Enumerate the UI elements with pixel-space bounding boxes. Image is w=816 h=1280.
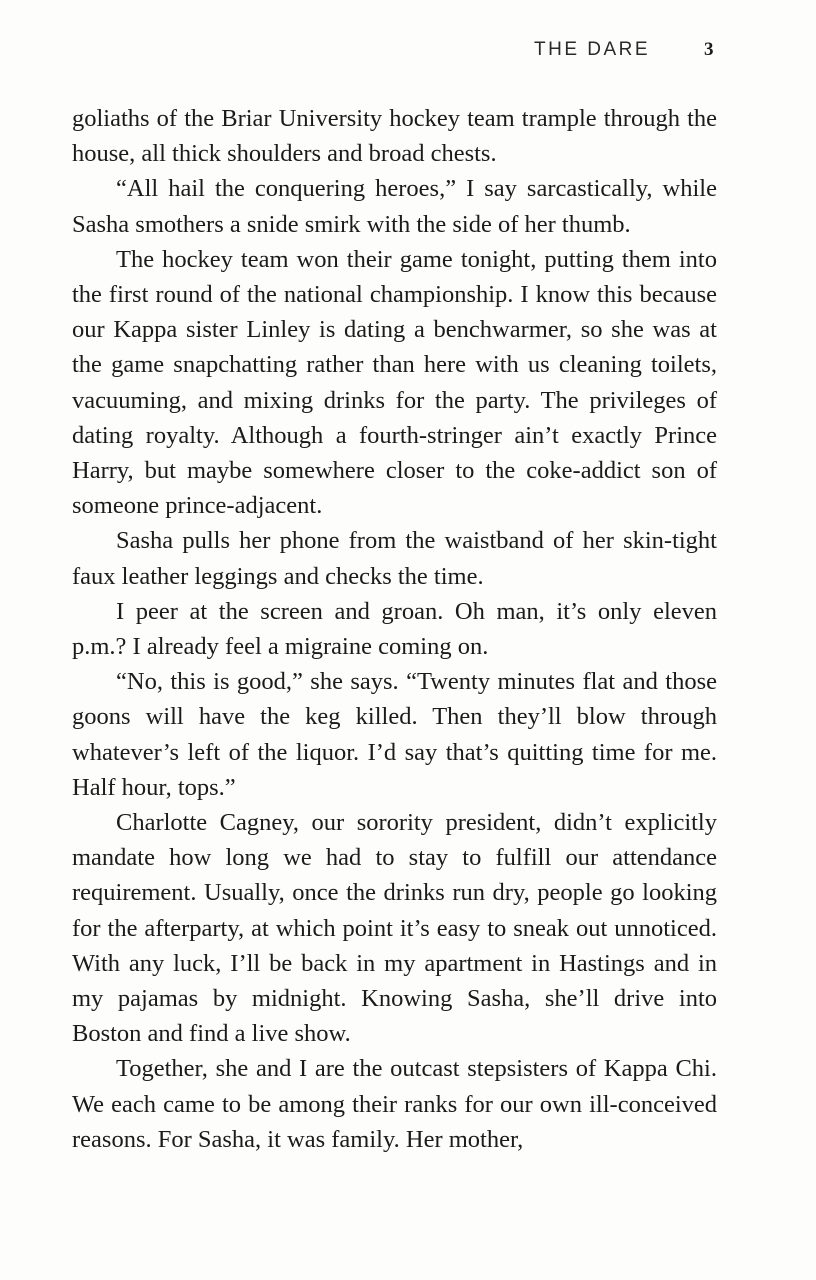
body-text <box>72 101 717 1157</box>
page-header <box>0 36 816 66</box>
paragraph-8: Together, she and I are the outcast stepsisters of Kappa Chi. We each came to be among their ranks for our own ill-conceived reasons. For Sasha, it was family. Her mother, <box>72 1055 717 1153</box>
paragraph-4: Sasha pulls her phone from the waistband of her skin-tight faux leather leggings and checks the time. <box>72 527 717 590</box>
paragraph-1: goliaths of the Briar University hockey team trample through the house, all thick shoulders and broad chests. <box>72 105 717 168</box>
page-number: 3 <box>704 39 714 60</box>
paragraph-7: Charlotte Cagney, our sorority president, didn’t explicitly mandate how long we had to stay to fulfill our attendance requirement. Usually, once the drinks run dry, people go looking for the afterparty, at which point it’s easy to sneak out unnoticed. With any luck, I’ll be back in my apartment in Hastings and in my pajamas by midnight. Knowing Sasha, she’ll drive into Boston and find a live show. <box>72 809 717 1048</box>
running-title: THE DARE <box>534 39 651 60</box>
paragraph-5: I peer at the screen and groan. Oh man, it’s only eleven p.m.? I already feel a migraine coming on. <box>72 597 717 661</box>
paragraph-2: “All hail the conquering heroes,” I say sarcastically, while Sasha smothers a snide smirk with the side of her thumb. <box>72 175 717 238</box>
paragraph-6: “No, this is good,” she says. “Twenty minutes flat and those goons will have the keg killed. Then they’ll blow through whatever’s left of the liquor. I’d say that’s quitting time for me. Half hour, tops.” <box>72 668 717 801</box>
paragraph-3: The hockey team won their game tonight, putting them into the first round of the national championship. I know this because our Kappa sister Linley is dating a benchwarmer, so she was at the game snapchatting rather than here with us cleaning toilets, vacuuming, and mixing drinks for the party. The privileges of dating royalty. Although a fourth-stringer ain’t exactly Prince Harry, but maybe somewhere closer to the coke-addict son of someone prince-adjacent. <box>72 245 717 520</box>
